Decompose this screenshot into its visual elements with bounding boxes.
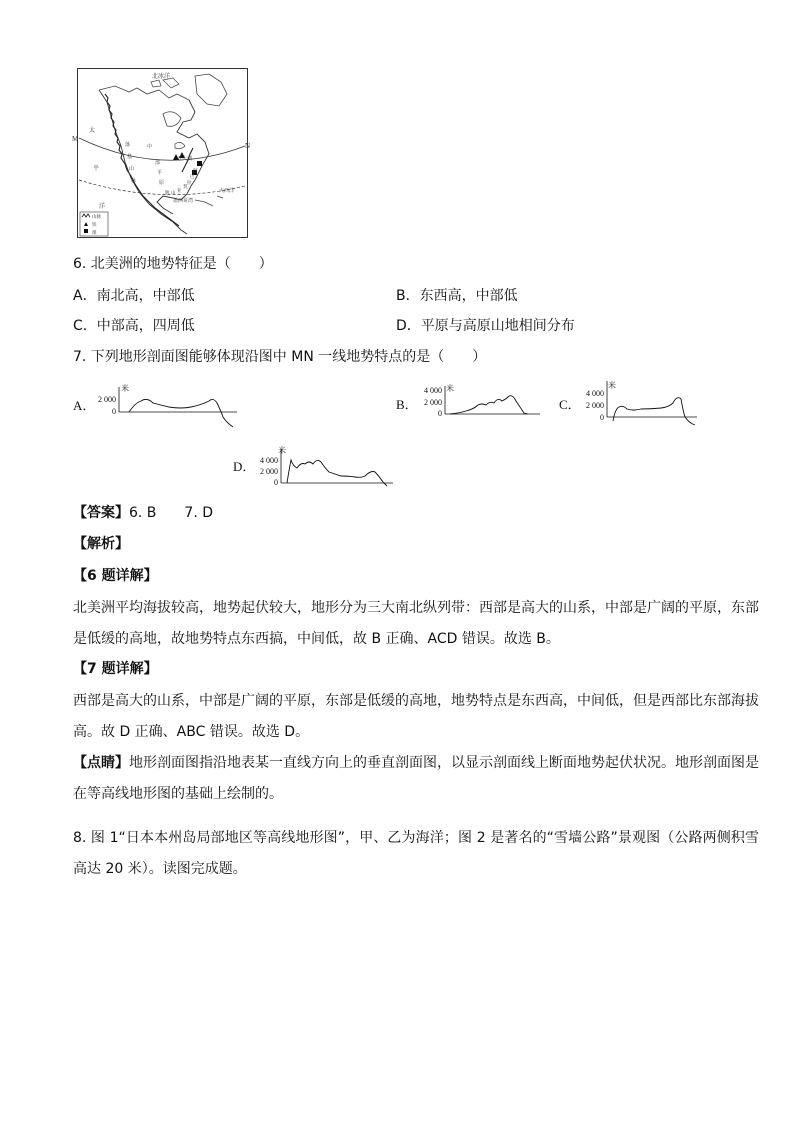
profile-d-curve [287,460,387,486]
app-label-3: 拉 [187,180,192,185]
profile-d[interactable] [231,446,401,495]
app-label-2: 巴 [190,174,195,179]
app-label-1: 阿 [193,168,198,173]
profile-d-tick-0: 0 [274,478,278,487]
coal-marker [197,161,202,166]
label-m: M [72,135,79,143]
arctic-ocean-label: 北冰洋 [152,74,171,80]
profile-b-unit: 米 [446,384,454,393]
q7-detail-text: 西部是高大的山系，中部是广阔的平原，东部是低缓的高地，地势特点是东西高，中间低，但是西部比东部海拔高。故 D 正确、ABC 错误。故选 D。 [73,693,759,740]
profile-d-tick-4000: 4 000 [260,456,278,465]
plain-label-2: 部 [155,161,161,166]
profile-c-letter: C． [559,397,581,412]
rocky-label-3: 山 [129,167,135,172]
profile-c-unit: 米 [608,381,616,390]
app-label-5: 亚 [177,188,182,193]
profile-c-tick-0: 0 [600,413,604,422]
profile-a-svg [71,383,241,428]
rocky-label-4: 脉 [131,179,137,184]
profile-b[interactable] [394,383,544,432]
profile-a-tick-2000: 2 000 [98,395,116,404]
profile-c-tick-4000: 4 000 [586,389,604,398]
profile-d-tick-2000: 2 000 [260,467,278,476]
legend-iron-label: 铁 [92,222,97,227]
profile-b-tick-4000: 4 000 [424,386,442,395]
q7-question: 7. 下列地形剖面图能够体现沿图中 MN 一线地势特点的是（ ） [73,349,487,365]
tip-tag: 【点睛】 [73,755,129,771]
legend-coal-icon [84,229,88,233]
rocky-label-2: 基 [127,155,133,160]
profile-a-letter: A． [73,398,96,413]
app-label-6: 山 [171,190,176,195]
profile-a[interactable] [71,383,241,432]
app-label-7: 脉 [165,190,170,195]
q6-detail-tag: 【6 题详解】 [73,568,158,584]
profile-a-curve [129,399,233,427]
q6-option-c[interactable]: C．中部高，四周低 [73,318,195,334]
pacific-label-1: 太 [89,128,96,134]
q6-option-b[interactable]: B．东西高，中部低 [396,288,518,304]
profile-c[interactable] [557,379,707,433]
great-lakes-label: 五大湖 [177,157,193,162]
plain-label-1: 中 [147,145,153,150]
q6-option-d[interactable]: D．平原与高原山地相间分布 [396,318,575,334]
profile-c-tick-2000: 2 000 [586,401,604,410]
q8-text: 8. 图 1“日本本州岛局部地区等高线地形图”，甲、乙为海洋；图 2 是著名的“雪墙公路”景观图（公路两侧积雪高达 20 米）。读图完成题。 [73,830,759,877]
legend-coal-label: 煤 [92,230,97,235]
label-n: N [245,142,251,150]
profile-b-curve [450,396,528,414]
legend-mountain-label: 山脉 [92,214,101,219]
pacific-label-3: 洋 [99,204,106,210]
profile-a-tick-0: 0 [112,407,116,416]
north-america-map-svg [72,68,251,238]
plain-label-4: 原 [159,181,165,186]
plain-label-3: 平 [157,171,163,176]
profile-b-tick-0: 0 [438,409,442,418]
app-label-4: 契 [183,184,188,189]
answer-text: 6. B 7. D [129,505,213,521]
profile-b-svg [394,383,544,428]
q6-question: 6. 北美洲的地势特征是（ ） [73,256,273,272]
answer-tag: 【答案】 [73,505,129,521]
atlantic-label: 大西洋 [219,189,235,194]
tip-text: 地形剖面图指沿地表某一直线方向上的垂直剖面图，以显示剖面线上断面地势起伏状况。地形剖面图是在等高线地形图的基础上绘制的。 [73,755,759,802]
profile-c-svg [557,379,707,429]
q6-option-a[interactable]: A．南北高，中部低 [73,288,195,304]
gulf-label: 墨西哥湾 [173,199,194,204]
profile-b-tick-2000: 2 000 [424,398,442,407]
q7-detail-tag: 【7 题详解】 [73,661,158,677]
profile-d-letter: D． [233,459,256,474]
q6-detail-text: 北美洲平均海拔较高，地势起伏较大，地形分为三大南北纵列带：西部是高大的山系，中部是广阔的平原，东部是低缓的高地，故地势特点东西搞，中间低，故 B 正确、ACD 错误。故选 B。 [73,600,759,647]
answer-line [73,503,213,523]
profile-d-unit: 米 [278,446,286,455]
pacific-label-2: 平 [93,166,100,172]
rocky-label-1: 落 [125,143,131,148]
profile-c-curve [613,398,695,425]
north-america-map [72,68,251,238]
profile-d-svg [231,446,401,491]
profile-a-unit: 米 [121,384,129,393]
analysis-tag: 【解析】 [73,536,129,552]
profile-b-letter: B． [396,397,418,412]
tip-paragraph [73,748,759,810]
